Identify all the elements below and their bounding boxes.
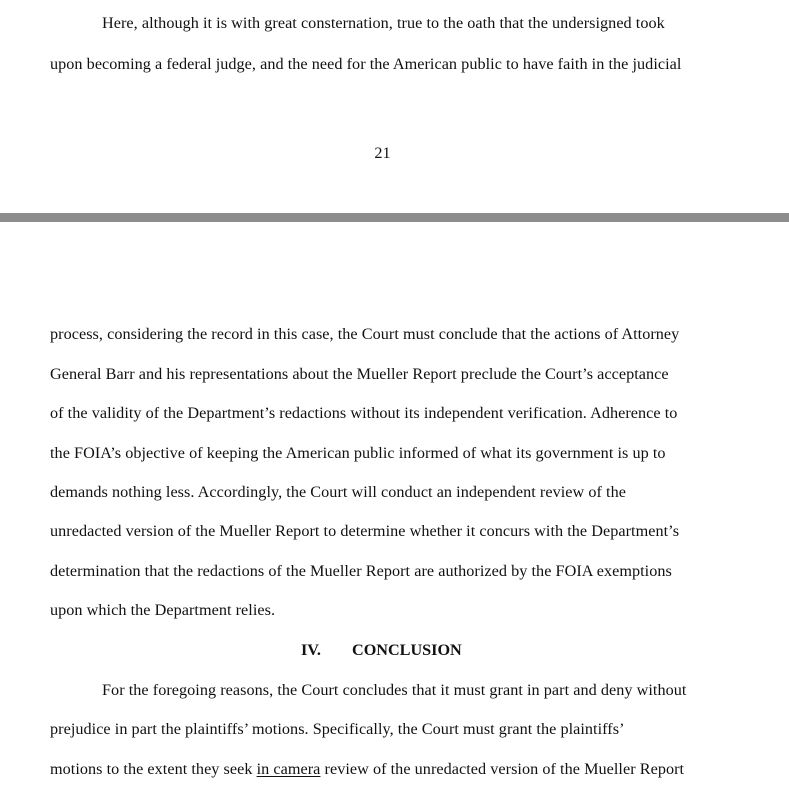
text-line: determination that the redactions of the Mueller Report are authorized by the FOIA exemptions bbox=[50, 562, 672, 580]
text-line: prejudice in part the plaintiffs’ motions. Specifically, the Court must grant the plaintiffs’ bbox=[50, 720, 625, 738]
page-separator bbox=[0, 213, 789, 222]
section-number: IV. bbox=[301, 641, 321, 659]
document-page-lower bbox=[0, 222, 789, 798]
text-line: upon which the Department relies. bbox=[50, 601, 276, 619]
text-line: demands nothing less. Accordingly, the Court will conduct an independent review of the bbox=[50, 483, 626, 501]
text-line bbox=[50, 759, 684, 779]
text-line: General Barr and his representations about the Mueller Report preclude the Court’s acceptance bbox=[50, 365, 669, 383]
text-line: unredacted version of the Mueller Report to determine whether it concurs with the Department’s bbox=[50, 522, 680, 540]
page-number: 21 bbox=[374, 144, 391, 162]
document-page-upper bbox=[0, 0, 789, 213]
text-line: upon becoming a federal judge, and the need for the American public to have faith in the judicial bbox=[50, 55, 682, 73]
underlined-term: in camera bbox=[256, 760, 321, 778]
text-line: For the foregoing reasons, the Court concludes that it must grant in part and deny without bbox=[102, 681, 687, 699]
section-title: CONCLUSION bbox=[352, 641, 462, 659]
text-segment: motions to the extent they seek bbox=[50, 760, 257, 778]
text-line: Here, although it is with great consternation, true to the oath that the undersigned took bbox=[102, 14, 665, 32]
text-line: process, considering the record in this case, the Court must conclude that the actions of Attorney bbox=[50, 325, 680, 343]
text-line: of the validity of the Department’s redactions without its independent verification. Adherence to bbox=[50, 404, 678, 422]
text-line: the FOIA’s objective of keeping the American public informed of what its government is up to bbox=[50, 444, 666, 462]
text-segment: review of the unredacted version of the Mueller Report bbox=[320, 760, 685, 778]
